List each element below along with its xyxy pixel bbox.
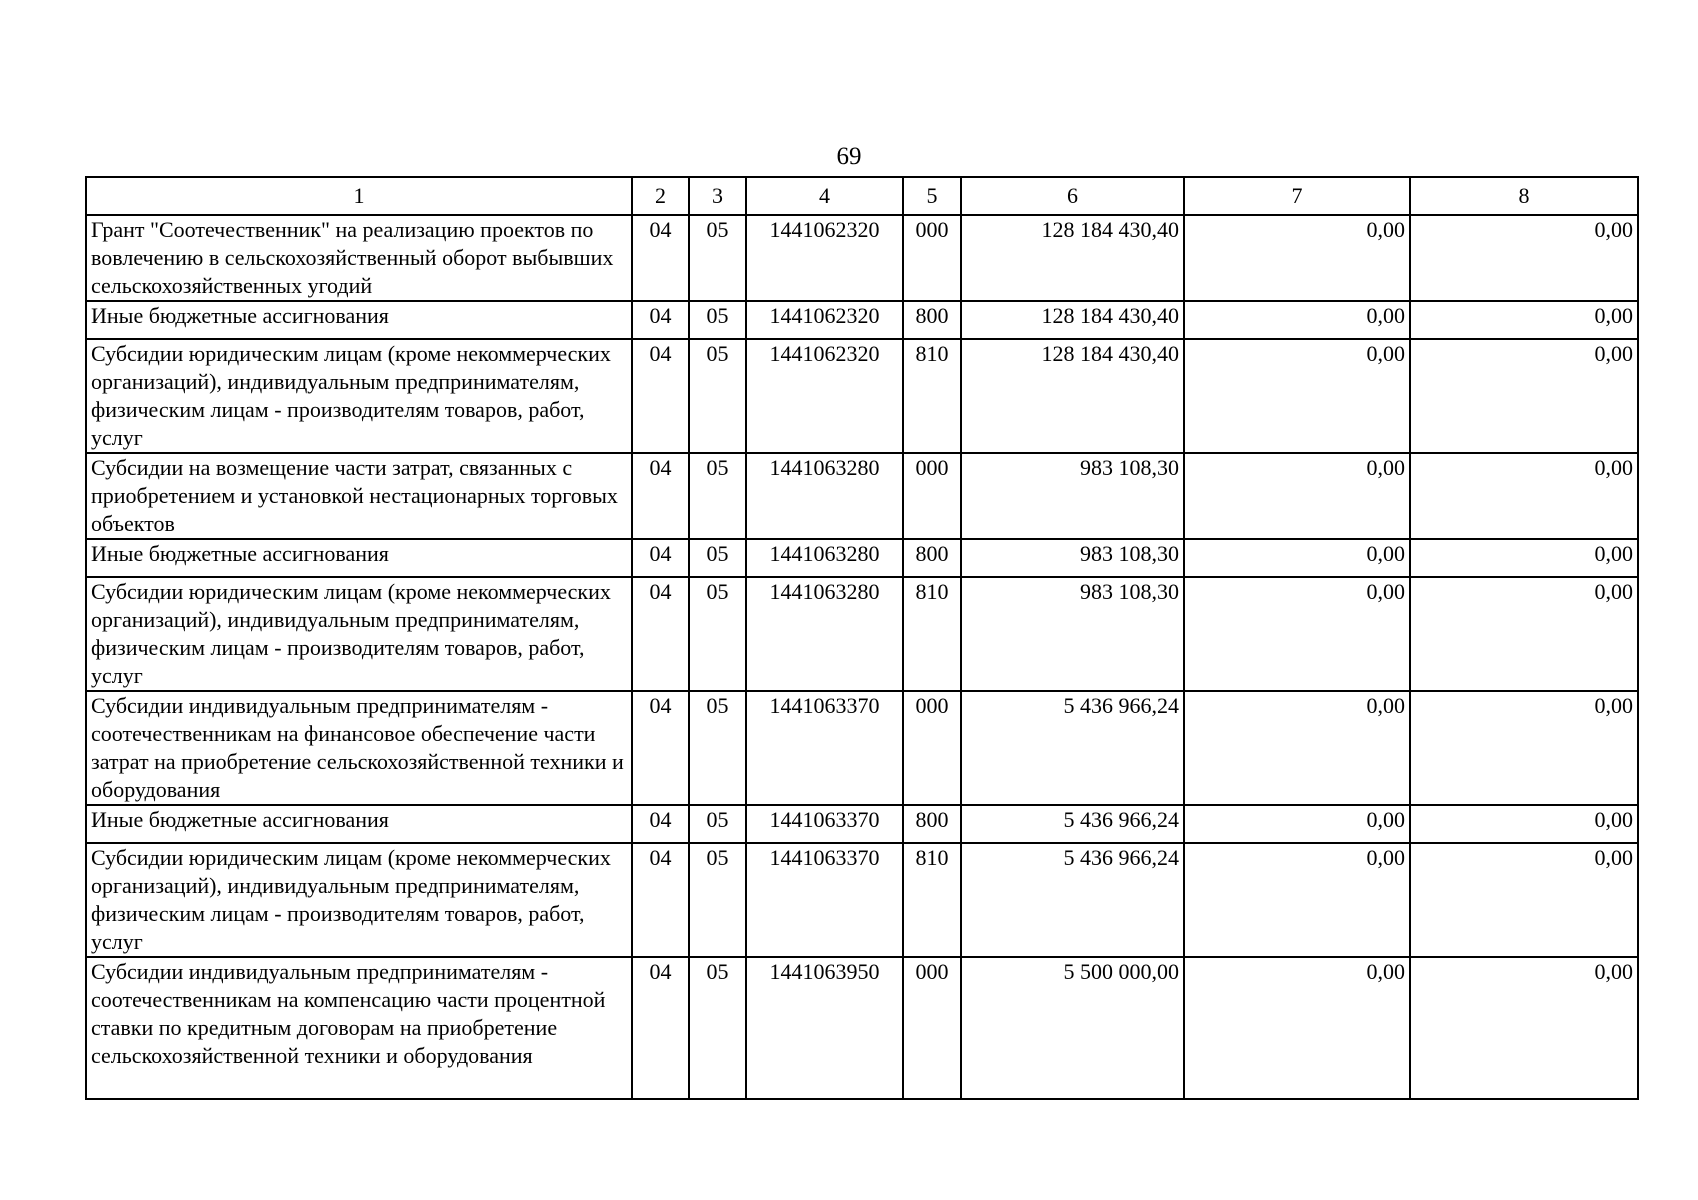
row-subsection: 05 <box>689 215 746 301</box>
row-amount-col6: 983 108,30 <box>961 577 1184 691</box>
row-amount-col7: 0,00 <box>1184 539 1410 577</box>
header-cell: 5 <box>903 177 961 215</box>
table-row <box>86 957 1638 1099</box>
row-amount-col6: 5 436 966,24 <box>961 805 1184 843</box>
row-expense-type: 810 <box>903 339 961 453</box>
row-amount-col8: 0,00 <box>1410 843 1638 957</box>
row-amount-col8: 0,00 <box>1410 301 1638 339</box>
row-target-code: 1441063370 <box>746 843 903 957</box>
row-name: Субсидии на возмещение части затрат, связанных с приобретением и установкой нестационарных торговых объектов <box>86 453 632 539</box>
row-section: 04 <box>632 957 689 1099</box>
row-section: 04 <box>632 215 689 301</box>
row-amount-col7: 0,00 <box>1184 339 1410 453</box>
table-row <box>86 453 1638 539</box>
header-cell: 2 <box>632 177 689 215</box>
row-subsection: 05 <box>689 577 746 691</box>
table-row <box>86 301 1638 339</box>
row-amount-col6: 128 184 430,40 <box>961 215 1184 301</box>
row-target-code: 1441062320 <box>746 215 903 301</box>
row-name: Иные бюджетные ассигнования <box>86 539 632 577</box>
header-row <box>86 177 1638 215</box>
header-cell: 7 <box>1184 177 1410 215</box>
row-amount-col7: 0,00 <box>1184 843 1410 957</box>
row-name: Грант "Соотечественник" на реализацию проектов по вовлечению в сельскохозяйственный оборот выбывших сельскохозяйственных угодий <box>86 215 632 301</box>
row-target-code: 1441063280 <box>746 577 903 691</box>
row-target-code: 1441062320 <box>746 301 903 339</box>
row-amount-col8: 0,00 <box>1410 453 1638 539</box>
row-amount-col6: 5 436 966,24 <box>961 843 1184 957</box>
row-amount-col6: 128 184 430,40 <box>961 301 1184 339</box>
header-cell: 4 <box>746 177 903 215</box>
row-expense-type: 810 <box>903 577 961 691</box>
row-subsection: 05 <box>689 339 746 453</box>
row-amount-col6: 5 500 000,00 <box>961 957 1184 1099</box>
row-expense-type: 000 <box>903 691 961 805</box>
row-name: Субсидии индивидуальным предпринимателям - соотечественникам на компенсацию части процентной ставки по кредитным договорам на приобретение сельскохозяйственной техники и оборудования <box>86 957 632 1099</box>
table-row <box>86 805 1638 843</box>
row-amount-col6: 983 108,30 <box>961 539 1184 577</box>
row-target-code: 1441062320 <box>746 339 903 453</box>
budget-table <box>85 176 1639 1100</box>
header-cell: 1 <box>86 177 632 215</box>
row-expense-type: 800 <box>903 805 961 843</box>
row-name: Субсидии индивидуальным предпринимателям - соотечественникам на финансовое обеспечение части затрат на приобретение сельскохозяйственной техники и оборудования <box>86 691 632 805</box>
row-amount-col6: 5 436 966,24 <box>961 691 1184 805</box>
row-section: 04 <box>632 691 689 805</box>
row-subsection: 05 <box>689 957 746 1099</box>
row-name: Иные бюджетные ассигнования <box>86 301 632 339</box>
row-expense-type: 800 <box>903 301 961 339</box>
row-section: 04 <box>632 301 689 339</box>
row-subsection: 05 <box>689 301 746 339</box>
row-subsection: 05 <box>689 805 746 843</box>
row-amount-col8: 0,00 <box>1410 215 1638 301</box>
row-target-code: 1441063950 <box>746 957 903 1099</box>
row-expense-type: 000 <box>903 453 961 539</box>
row-target-code: 1441063370 <box>746 805 903 843</box>
row-expense-type: 800 <box>903 539 961 577</box>
row-subsection: 05 <box>689 691 746 805</box>
header-cell: 3 <box>689 177 746 215</box>
row-section: 04 <box>632 843 689 957</box>
row-expense-type: 000 <box>903 957 961 1099</box>
row-amount-col7: 0,00 <box>1184 215 1410 301</box>
row-amount-col8: 0,00 <box>1410 339 1638 453</box>
row-amount-col7: 0,00 <box>1184 577 1410 691</box>
row-amount-col8: 0,00 <box>1410 577 1638 691</box>
row-section: 04 <box>632 577 689 691</box>
table-row <box>86 339 1638 453</box>
row-subsection: 05 <box>689 843 746 957</box>
row-section: 04 <box>632 539 689 577</box>
row-amount-col8: 0,00 <box>1410 805 1638 843</box>
row-subsection: 05 <box>689 539 746 577</box>
row-amount-col6: 983 108,30 <box>961 453 1184 539</box>
row-subsection: 05 <box>689 453 746 539</box>
row-amount-col6: 128 184 430,40 <box>961 339 1184 453</box>
row-name: Иные бюджетные ассигнования <box>86 805 632 843</box>
row-amount-col7: 0,00 <box>1184 301 1410 339</box>
row-amount-col7: 0,00 <box>1184 453 1410 539</box>
row-section: 04 <box>632 805 689 843</box>
table-row <box>86 843 1638 957</box>
table-row <box>86 577 1638 691</box>
row-expense-type: 000 <box>903 215 961 301</box>
row-amount-col7: 0,00 <box>1184 957 1410 1099</box>
table-row <box>86 691 1638 805</box>
row-name: Субсидии юридическим лицам (кроме некоммерческих организаций), индивидуальным предпринимателям, физическим лицам - производителям товаров, работ, услуг <box>86 843 632 957</box>
header-cell: 8 <box>1410 177 1638 215</box>
row-name: Субсидии юридическим лицам (кроме некоммерческих организаций), индивидуальным предпринимателям, физическим лицам - производителям товаров, работ, услуг <box>86 577 632 691</box>
row-amount-col7: 0,00 <box>1184 691 1410 805</box>
table-row <box>86 539 1638 577</box>
row-target-code: 1441063370 <box>746 691 903 805</box>
page-number: 69 <box>836 143 862 170</box>
table-row <box>86 215 1638 301</box>
row-expense-type: 810 <box>903 843 961 957</box>
row-amount-col8: 0,00 <box>1410 957 1638 1099</box>
row-section: 04 <box>632 453 689 539</box>
header-cell: 6 <box>961 177 1184 215</box>
row-section: 04 <box>632 339 689 453</box>
row-amount-col7: 0,00 <box>1184 805 1410 843</box>
row-amount-col8: 0,00 <box>1410 539 1638 577</box>
row-target-code: 1441063280 <box>746 453 903 539</box>
row-name: Субсидии юридическим лицам (кроме некоммерческих организаций), индивидуальным предпринимателям, физическим лицам - производителям товаров, работ, услуг <box>86 339 632 453</box>
row-target-code: 1441063280 <box>746 539 903 577</box>
row-amount-col8: 0,00 <box>1410 691 1638 805</box>
